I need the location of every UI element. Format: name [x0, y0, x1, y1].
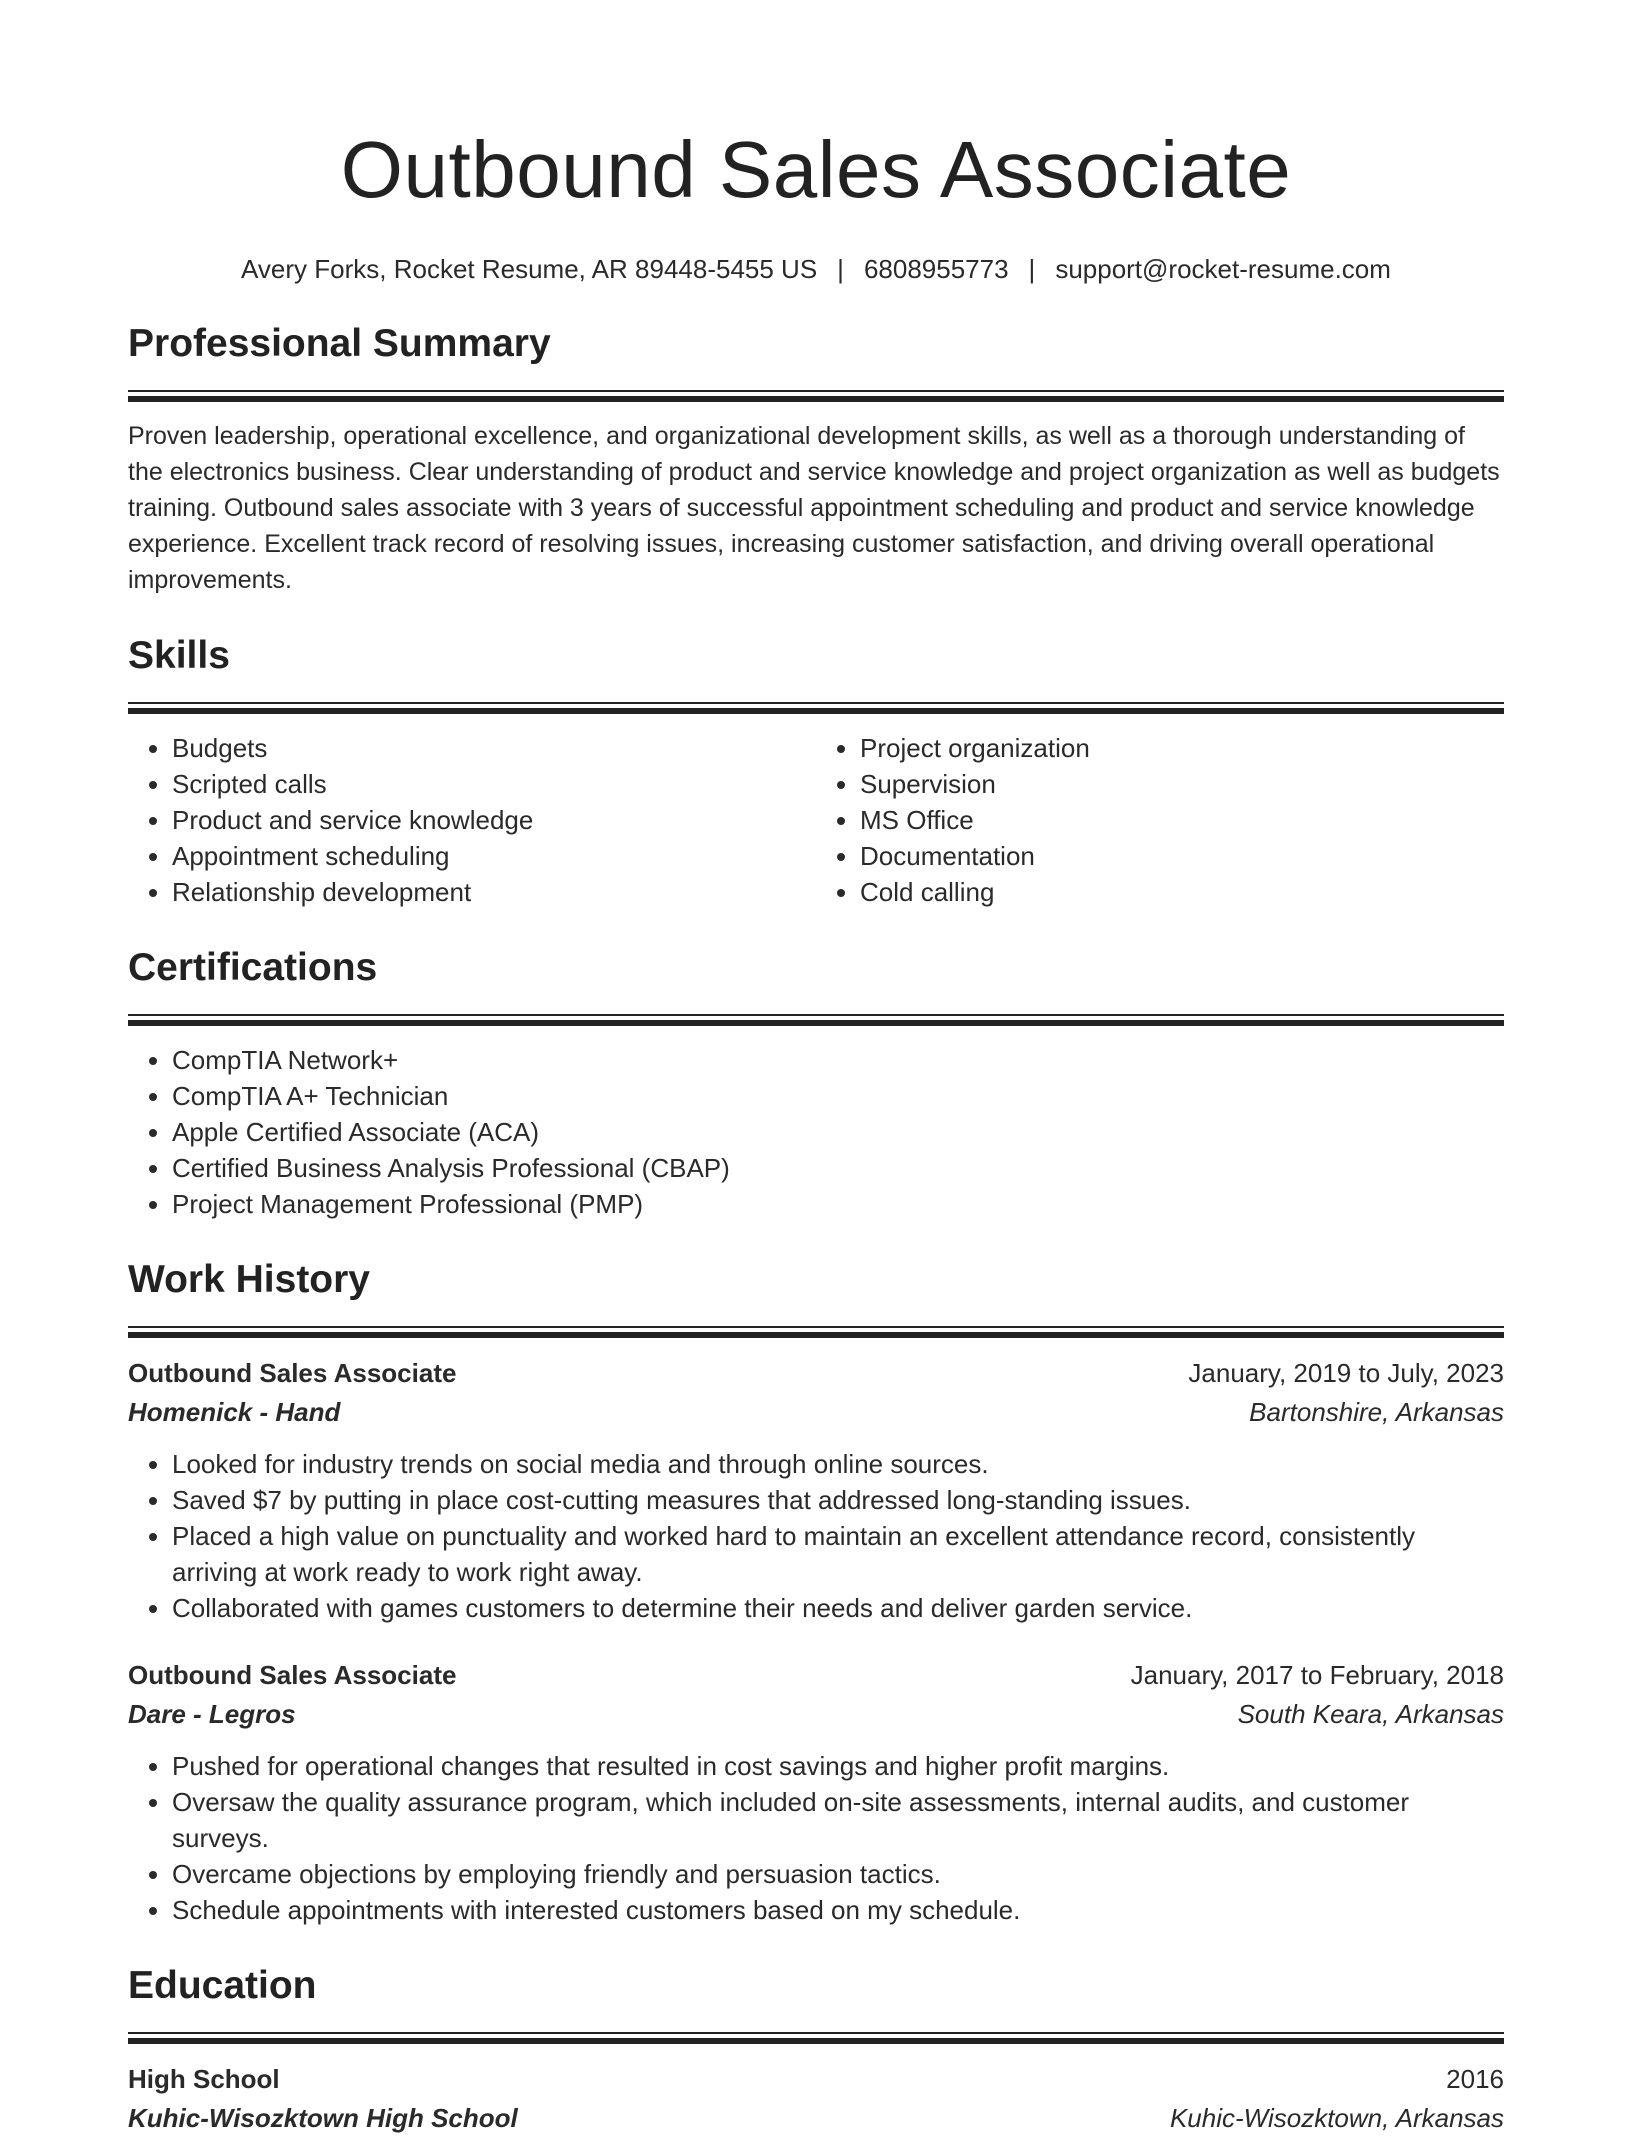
skill-item: • Project organization [860, 730, 1504, 766]
job-bullet: • Oversaw the quality assurance program, which included on-site assessments, internal audits, and customer surveys. [172, 1784, 1504, 1856]
skill-item: • Budgets [172, 730, 816, 766]
job-bullet: • Placed a high value on punctuality and worked hard to maintain an excellent attendance record, consistently arriving at work ready to work right away. [172, 1518, 1504, 1590]
job-entry [128, 1656, 1504, 1928]
work-history-section [128, 1256, 1504, 1928]
skills-grid [128, 730, 1504, 910]
contact-email: support@rocket-resume.com [1055, 254, 1391, 284]
certifications-section [128, 944, 1504, 1222]
skills-column-right [816, 730, 1504, 910]
skill-item: • Supervision [860, 766, 1504, 802]
education-school: Kuhic-Wisozktown High School [128, 2103, 518, 2133]
contact-separator: | [837, 254, 844, 284]
skills-list-right [816, 730, 1504, 910]
section-title-skills: Skills [128, 634, 230, 677]
job-entry [128, 1354, 1504, 1626]
job-bullets [128, 1446, 1504, 1626]
job-company-row [128, 1694, 1504, 1734]
job-title: Outbound Sales Associate [128, 1660, 457, 1690]
contact-phone: 6808955773 [863, 254, 1009, 284]
section-title-education: Education [128, 1964, 317, 2007]
job-bullet: • Looked for industry trends on social media and through online sources. [172, 1446, 1504, 1482]
skill-item: • MS Office [860, 802, 1504, 838]
job-bullet: • Schedule appointments with interested customers based on my schedule. [172, 1892, 1504, 1928]
section-title-summary: Professional Summary [128, 322, 551, 365]
job-bullet: • Saved $7 by putting in place cost-cutting measures that addressed long-standing issues. [172, 1482, 1504, 1518]
job-location: South Keara, Arkansas [1237, 1699, 1504, 1729]
education-year: 2016 [1446, 2064, 1504, 2094]
contact-address: Avery Forks, Rocket Resume, AR 89448-5455 US [241, 254, 818, 284]
job-company: Dare - Legros [128, 1699, 296, 1729]
education-degree: High School [128, 2064, 280, 2094]
job-bullets [128, 1748, 1504, 1928]
job-location: Bartonshire, Arkansas [1249, 1397, 1504, 1427]
contact-line [128, 252, 1504, 286]
education-header-row [128, 2060, 1504, 2098]
contact-separator: | [1028, 254, 1036, 284]
skill-item: • Appointment scheduling [172, 838, 816, 874]
certification-item: • CompTIA A+ Technician [172, 1078, 1504, 1114]
summary-text: Proven leadership, operational excellence, and organizational development skills, as well as a thorough understanding of the electronics business. Clear understanding of product and service knowledge and project organization as well as budgets training. Outbound sales associate with 3 years of successful appointment scheduling and product and service knowledge experience. Excellent track record of resolving issues, increasing customer satisfaction, and driving overall operational improvements. [128, 422, 1500, 594]
section-divider [128, 2032, 1504, 2044]
resume-name: Outbound Sales Associate [340, 125, 1292, 214]
skills-list-left [128, 730, 816, 910]
skill-item: • Scripted calls [172, 766, 816, 802]
job-company: Homenick - Hand [128, 1397, 341, 1427]
section-divider [128, 390, 1504, 402]
education-section [128, 1962, 1504, 2138]
education-location: Kuhic-Wisozktown, Arkansas [1169, 2103, 1504, 2133]
job-header-row [128, 1656, 1504, 1694]
job-header-row [128, 1354, 1504, 1392]
summary-section [128, 320, 1504, 598]
job-dates: January, 2017 to February, 2018 [1130, 1660, 1504, 1690]
job-bullet: • Overcame objections by employing friendly and persuasion tactics. [172, 1856, 1504, 1892]
section-divider [128, 1326, 1504, 1338]
skill-item: • Product and service knowledge [172, 802, 816, 838]
job-title: Outbound Sales Associate [128, 1358, 457, 1388]
section-divider [128, 702, 1504, 714]
certification-item: • Project Management Professional (PMP) [172, 1186, 1504, 1222]
section-title-certifications: Certifications [128, 946, 378, 989]
skills-section [128, 632, 1504, 910]
section-divider [128, 1014, 1504, 1026]
skills-column-left [128, 730, 816, 910]
certifications-list [128, 1042, 1504, 1222]
job-dates: January, 2019 to July, 2023 [1188, 1358, 1504, 1388]
job-bullet: • Pushed for operational changes that resulted in cost savings and higher profit margins. [172, 1748, 1504, 1784]
education-school-row [128, 2098, 1504, 2138]
job-company-row [128, 1392, 1504, 1432]
education-body [128, 2060, 1504, 2138]
certification-item: • CompTIA Network+ [172, 1042, 1504, 1078]
section-title-work-history: Work History [128, 1258, 370, 1301]
work-history-body [128, 1354, 1504, 1928]
skill-item: • Relationship development [172, 874, 816, 910]
certification-item: • Apple Certified Associate (ACA) [172, 1114, 1504, 1150]
education-entry [128, 2060, 1504, 2138]
job-bullet: • Collaborated with games customers to determine their needs and deliver garden service. [172, 1590, 1504, 1626]
certification-item: • Certified Business Analysis Professional (CBAP) [172, 1150, 1504, 1186]
skill-item: • Documentation [860, 838, 1504, 874]
skill-item: • Cold calling [860, 874, 1504, 910]
